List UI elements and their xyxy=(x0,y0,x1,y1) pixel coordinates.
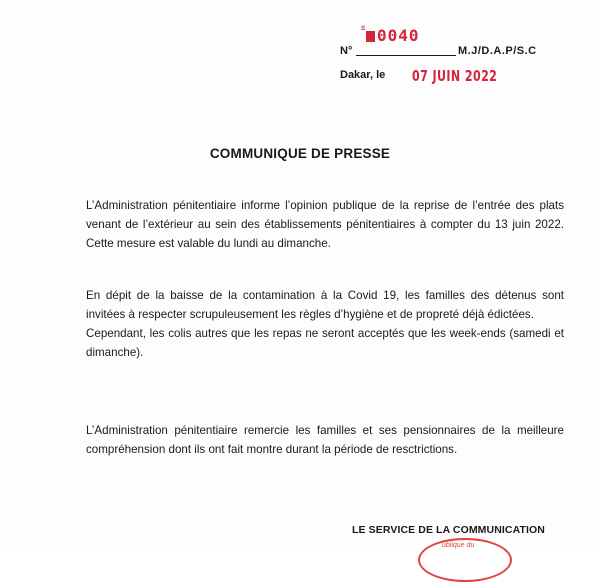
paragraph-parcels: Cependant, les colis autres que les repas ne seront acceptés que les week-ends (samedi et dimanche). xyxy=(86,327,564,359)
reference-number: 0040 xyxy=(377,26,420,45)
document-title: COMMUNIQUE DE PRESSE xyxy=(209,146,391,161)
paragraph-thanks: L’Administration pénitentiaire remercie les familles et ses pensionnaires de la meilleure compréhension dont ils ont fait montre durant la période de resctrictions. xyxy=(86,424,564,456)
reference-line xyxy=(340,24,570,62)
reference-suffix: M.J/D.A.P/S.C xyxy=(458,45,537,57)
paragraph-hygiene-block xyxy=(86,286,564,362)
stamp-block-icon xyxy=(366,31,375,42)
paragraph-hygiene: En dépit de la baisse de la contamination à la Covid 19, les familles des détenus sont invitées à respecter scrupuleusement les règles d’hygiène et de propreté déjà édictées. xyxy=(86,289,564,321)
date-line xyxy=(340,67,580,87)
official-seal-icon xyxy=(418,538,512,582)
date-label: Dakar, le xyxy=(340,69,386,81)
reference-underline xyxy=(356,55,456,56)
stamp-mark-icon: ≡ xyxy=(361,24,366,32)
date-stamp: 07 JUIN 2022 xyxy=(412,67,498,85)
paragraph-reopening: L’Administration pénitentiaire informe l’opinion publique de la reprise de l’entrée des plats venant de l’extérieur au sein des établissements pénitentiaires à compter du 13 juin 2022. Cette mesure est valable du lundi au dimanche. xyxy=(86,199,564,250)
reference-number-stamp xyxy=(361,24,420,45)
signature-line: LE SERVICE DE LA COMMUNICATION xyxy=(352,524,545,536)
seal-lettering: ublique du xyxy=(442,542,475,549)
reference-label: N° xyxy=(340,45,353,57)
